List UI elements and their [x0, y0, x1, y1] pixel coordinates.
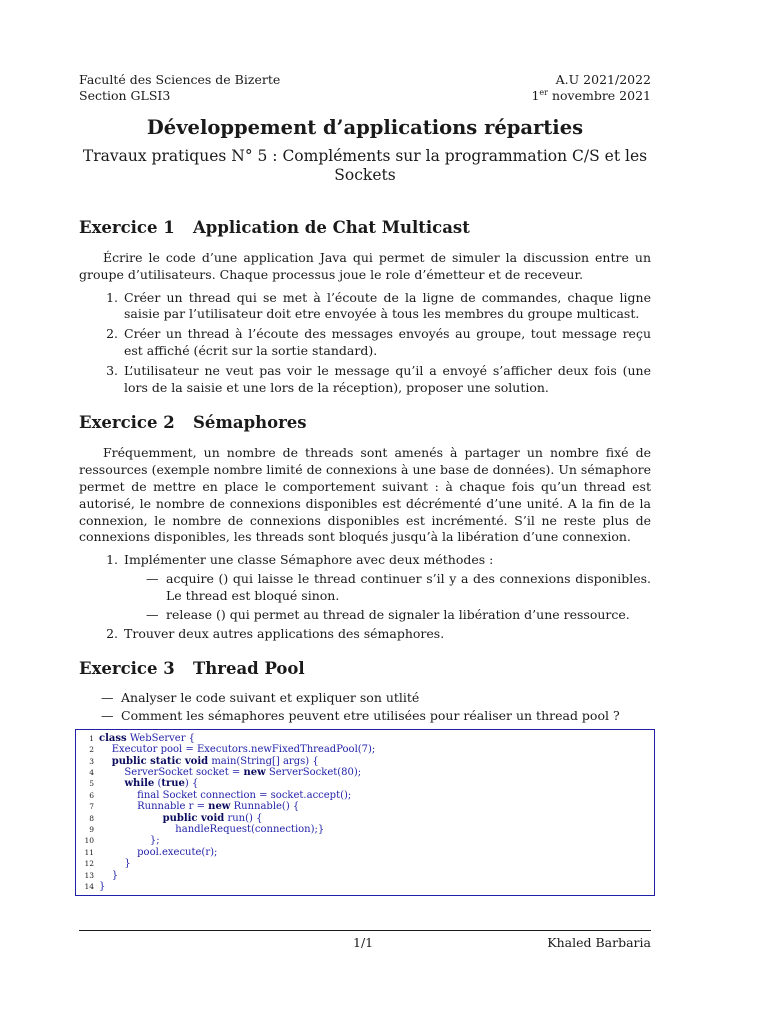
- sub-list-item: — release () qui permet au thread de signaler la libération d’une ressource.: [146, 607, 651, 624]
- exercise-3-heading: Exercice 3 Thread Pool: [79, 659, 305, 679]
- list-item: 1. Implémenter une classe Sémaphore avec deux méthodes : — acquire () qui laisse le thread continuer s’il y a des connexions disponibles. Le thread est bloqué sinon. — release () qui permet au thread de signaler la libération d’une ressource.: [122, 552, 651, 623]
- sub-list: [124, 571, 651, 623]
- footer: [79, 930, 651, 950]
- list-item: 2. Trouver deux autres applications des sémaphores.: [122, 626, 651, 643]
- exercise-2-heading: Exercice 2 Sémaphores: [79, 413, 307, 433]
- author: Khaled Barbaria: [547, 935, 651, 950]
- code-listing: 1 class WebServer { 2 Executor pool = Executors.newFixedThreadPool(7); 3 public static void main(String[] args) { 4 ServerSocket socket = new ServerSocket(80); 5 while ( true ) { 6 final Socket connection = socket.accept(); 7 Runnable r = new Runnable() { 8 public void run() { 9 handleRequest(connection);} 10 }; 11 pool.execute(r); 12 } 13 } 14 }: [75, 729, 655, 897]
- footer-rule: [79, 930, 651, 931]
- institution: Faculté des Sciences de Bizerte: [79, 72, 281, 87]
- list-item: — Analyser le code suivant et expliquer son utlité: [101, 690, 651, 707]
- page-subtitle: Travaux pratiques N° 5 : Compléments sur la programmation C/S et les Sockets: [82, 147, 648, 184]
- page-number: 1/1: [353, 935, 374, 950]
- list-item: 1. Créer un thread qui se met à l’écoute de la ligne de commandes, chaque ligne saisie par l’utilisateur doit etre envoyée à tous les membres du groupe multicast.: [122, 290, 651, 324]
- exercise-2-list: [79, 552, 651, 643]
- page-title: Développement d’applications réparties: [146, 116, 584, 139]
- exercise-1-heading: Exercice 1 Application de Chat Multicast: [79, 218, 470, 237]
- exercise-3-list: [79, 690, 651, 725]
- academic-year: A.U 2021/2022: [555, 72, 651, 87]
- list-item: 2. Créer un thread à l’écoute des messages envoyés au groupe, tout message reçu est affiché (écrit sur la sortie standard).: [122, 326, 651, 360]
- list-item: — Comment les sémaphores peuvent etre utilisées pour réaliser un thread pool ?: [101, 708, 651, 725]
- exercise-1-list: [79, 290, 651, 397]
- section: Section GLSI3: [79, 88, 171, 103]
- sub-list-item: — acquire () qui laisse le thread continuer s’il y a des connexions disponibles. Le thread est bloqué sinon.: [146, 571, 651, 605]
- header: [79, 72, 651, 104]
- list-item: 3. L’utilisateur ne veut pas voir le message qu’il a envoyé s’afficher deux fois (une lors de la saisie et une lors de la réception), proposer une solution.: [122, 363, 651, 397]
- date: 1er novembre 2021: [531, 87, 651, 103]
- exercise-2-intro: Fréquemment, un nombre de threads sont amenés à partager un nombre fixé de ressources (exemple nombre limité de connexions à une base de données). Un sémaphore permet de mettre en place le comportement suivant : à chaque fois qu’un thread est autorisé, le nombre de connexions disponibles est décrémenté d’une unité. A la fin de la connexion, le nombre de connexions disponibles est incrémenté. S’il ne reste plus de connexions disponibles, les threads sont bloqués jusqu’à la libération d’une connexion.: [79, 445, 651, 545]
- document-page: [79, 72, 651, 896]
- exercise-1-intro: Écrire le code d’une application Java qui permet de simuler la discussion entre un groupe d’utilisateurs. Chaque processus joue le role d’émetteur et de receveur.: [79, 250, 651, 282]
